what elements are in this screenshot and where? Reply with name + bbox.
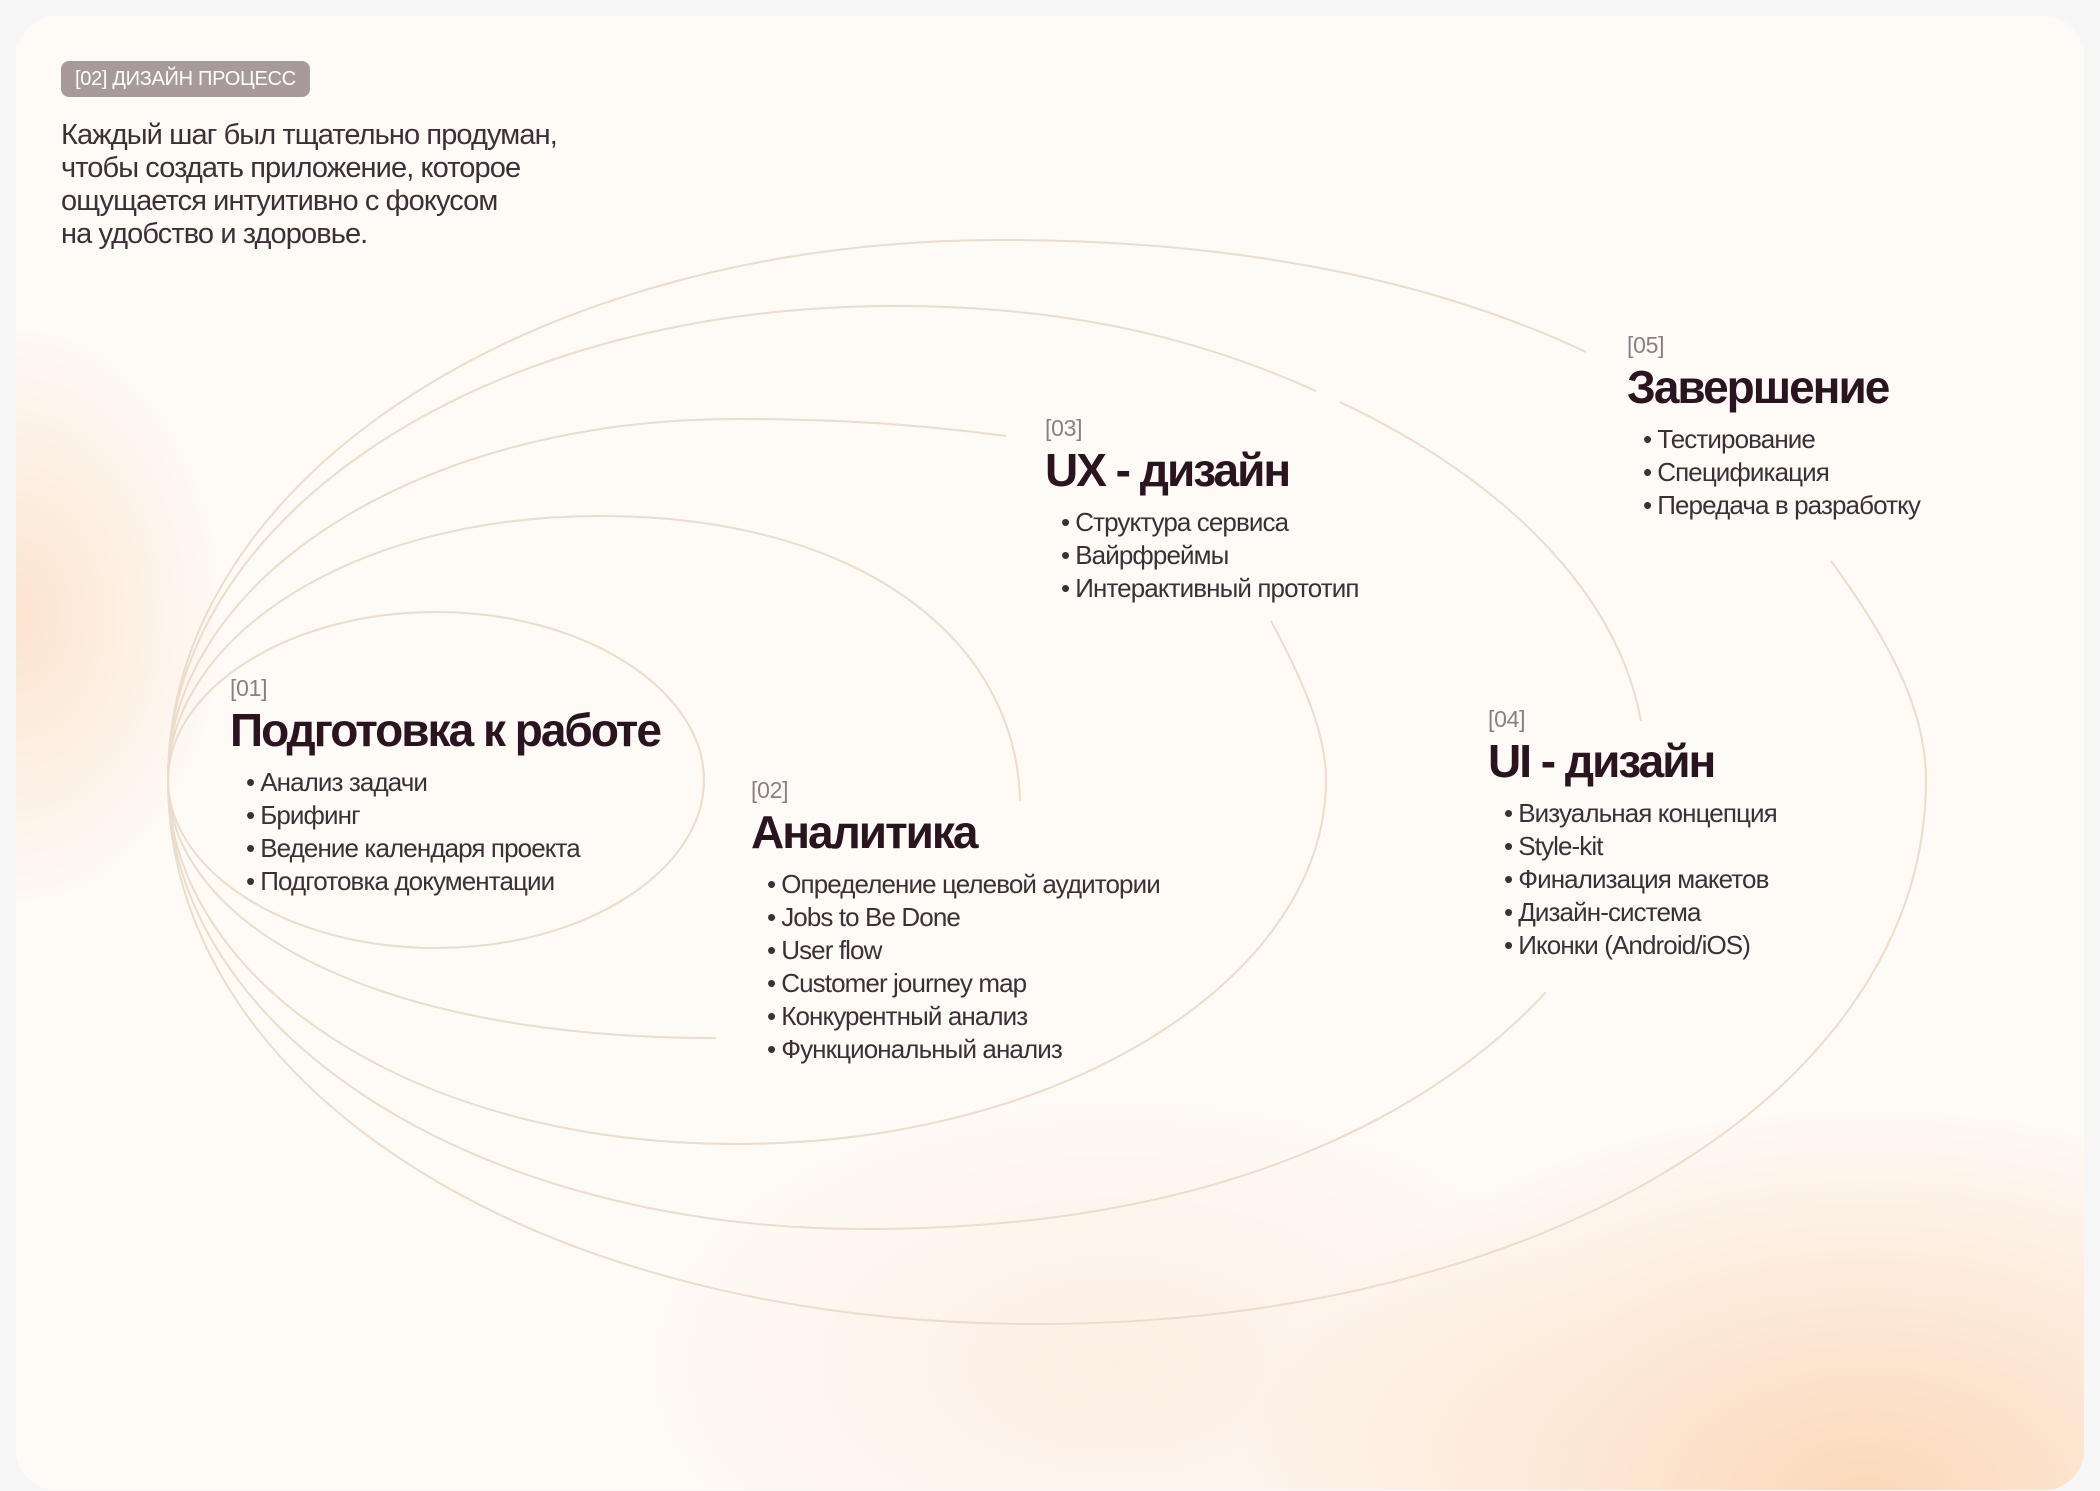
list-item: • User flow [767,934,1160,967]
list-item: • Визуальная концепция [1504,797,1777,830]
intro-line: чтобы создать приложение, которое [61,152,521,184]
section-badge: [02] ДИЗАЙН ПРОЦЕСС [61,61,310,97]
list-item: • Customer journey map [767,967,1160,1000]
step-title: UI - дизайн [1488,735,1715,787]
list-item: • Анализ задачи [246,766,660,799]
list-item: • Определение целевой аудитории [767,868,1160,901]
step-ux-design [1045,414,1359,605]
intro-line: Каждый шаг был тщательно продуман, [61,119,557,151]
list-item: • Структура сервиса [1061,506,1359,539]
step-title: UX - дизайн [1045,444,1290,496]
step-analytics [751,776,1160,1066]
list-item: • Ведение календаря проекта [246,832,660,865]
list-item: • Передача в разработку [1643,489,1920,522]
list-item: • Брифинг [246,799,660,832]
step-number: [01] [230,675,268,701]
step-list [1627,423,1920,522]
step-number: [02] [751,777,789,803]
list-item: • Функциональный анализ [767,1033,1160,1066]
step-preparation [230,674,660,898]
step-title: Аналитика [751,806,977,858]
list-item: • Конкурентный анализ [767,1000,1160,1033]
list-item: • Вайрфреймы [1061,539,1359,572]
step-list [230,766,660,898]
step-completion [1627,331,1920,522]
list-item: • Тестирование [1643,423,1920,456]
step-number: [05] [1627,332,1665,358]
process-card [16,16,2084,1490]
step-list [751,868,1160,1066]
step-ui-design [1488,705,1777,962]
step-list [1045,506,1359,605]
step-title: Завершение [1627,361,1889,413]
step-number: [03] [1045,415,1083,441]
step-list [1488,797,1777,962]
step-number: [04] [1488,706,1526,732]
list-item: • Jobs to Be Done [767,901,1160,934]
list-item: • Спецификация [1643,456,1920,489]
intro-text [61,119,621,251]
ring-4b [1340,402,1641,721]
list-item: • Иконки (Android/iOS) [1504,929,1777,962]
list-item: • Дизайн-система [1504,896,1777,929]
list-item: • Style-kit [1504,830,1777,863]
list-item: • Интерактивный прототип [1061,572,1359,605]
step-title: Подготовка к работе [230,704,660,756]
list-item: • Подготовка документации [246,865,660,898]
intro-line: на удобство и здоровье. [61,218,368,250]
intro-line: ощущается интуитивно с фокусом [61,185,498,217]
list-item: • Финализация макетов [1504,863,1777,896]
